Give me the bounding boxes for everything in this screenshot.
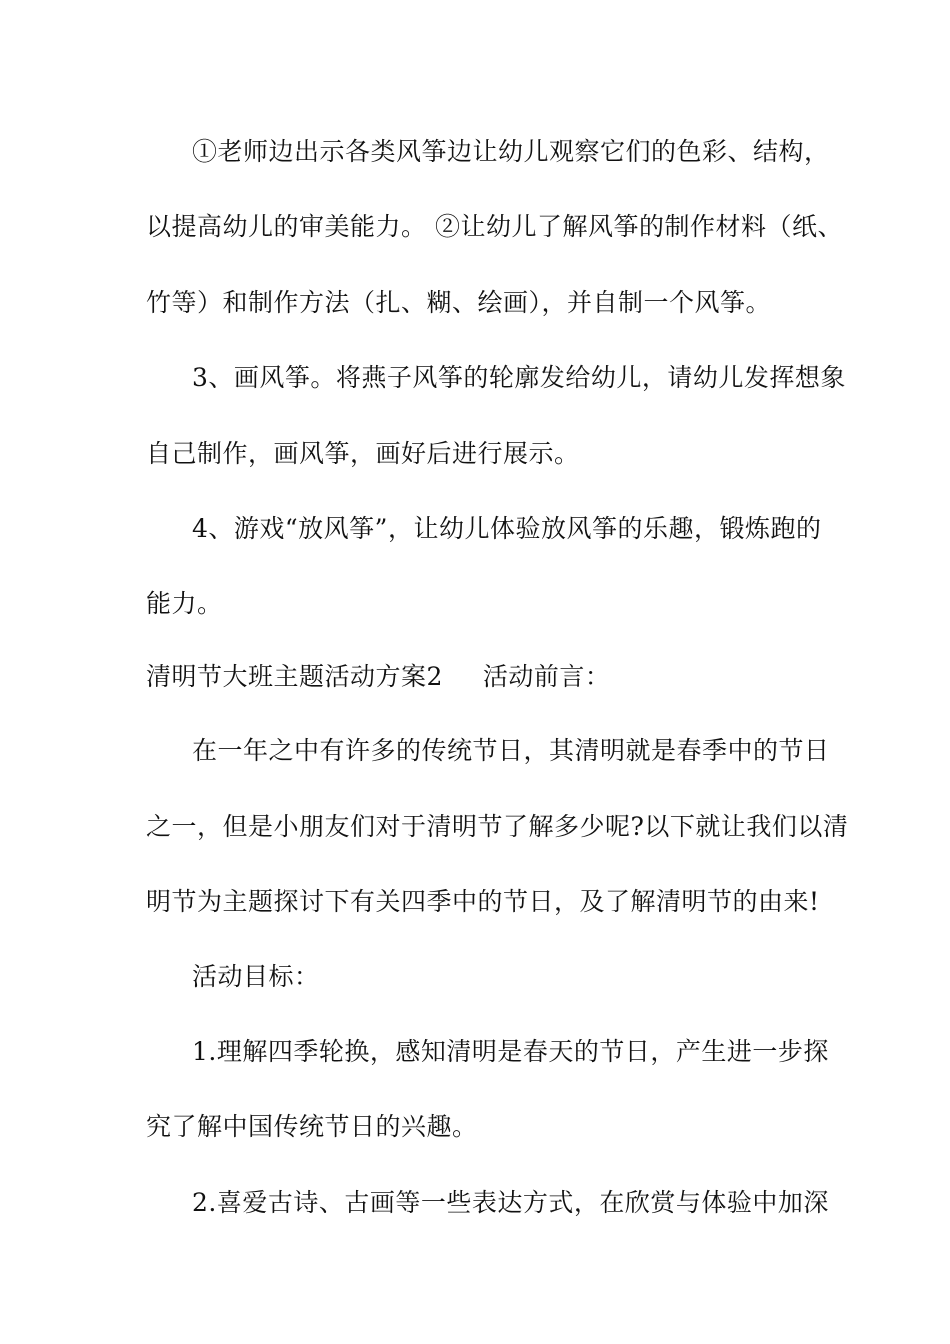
section-heading-line bbox=[146, 660, 816, 694]
paragraph-line: ①老师边出示各类风筝边让幼儿观察它们的色彩、结构， bbox=[192, 137, 830, 166]
paragraph-line: 明节为主题探讨下有关四季中的节日，及了解清明节的由来! bbox=[146, 887, 820, 916]
paragraph-line: 3、画风筝。将燕子风筝的轮廓发给幼儿，请幼儿发挥想象 bbox=[192, 363, 846, 392]
paragraph-line: 在一年之中有许多的传统节日，其清明就是春季中的节日 bbox=[192, 736, 830, 765]
paragraph-line: 4、游戏“放风筝”，让幼儿体验放风筝的乐趣，锻炼跑的 bbox=[192, 514, 822, 543]
paragraph-line: 1.理解四季轮换，感知清明是春天的节日，产生进一步探 bbox=[192, 1037, 829, 1066]
paragraph-line: 自己制作，画风筝，画好后进行展示。 bbox=[146, 439, 580, 468]
paragraph-line: 能力。 bbox=[146, 589, 223, 618]
section-title: 清明节大班主题活动方案2 bbox=[146, 662, 443, 691]
paragraph-line: 之一，但是小朋友们对于清明节了解多少呢?以下就让我们以清 bbox=[146, 812, 849, 841]
paragraph-line: 究了解中国传统节日的兴趣。 bbox=[146, 1112, 478, 1141]
paragraph-line: 以提高幼儿的审美能力。 ②让幼儿了解风筝的制作材料（纸、 bbox=[146, 212, 843, 241]
section-subheading: 活动目标： bbox=[192, 962, 320, 991]
section-subheading: 活动前言： bbox=[482, 662, 611, 691]
paragraph-line: 竹等）和制作方法（扎、糊、绘画），并自制一个风筝。 bbox=[146, 288, 772, 317]
paragraph-line: 2.喜爱古诗、古画等一些表达方式，在欣赏与体验中加深 bbox=[192, 1188, 829, 1217]
